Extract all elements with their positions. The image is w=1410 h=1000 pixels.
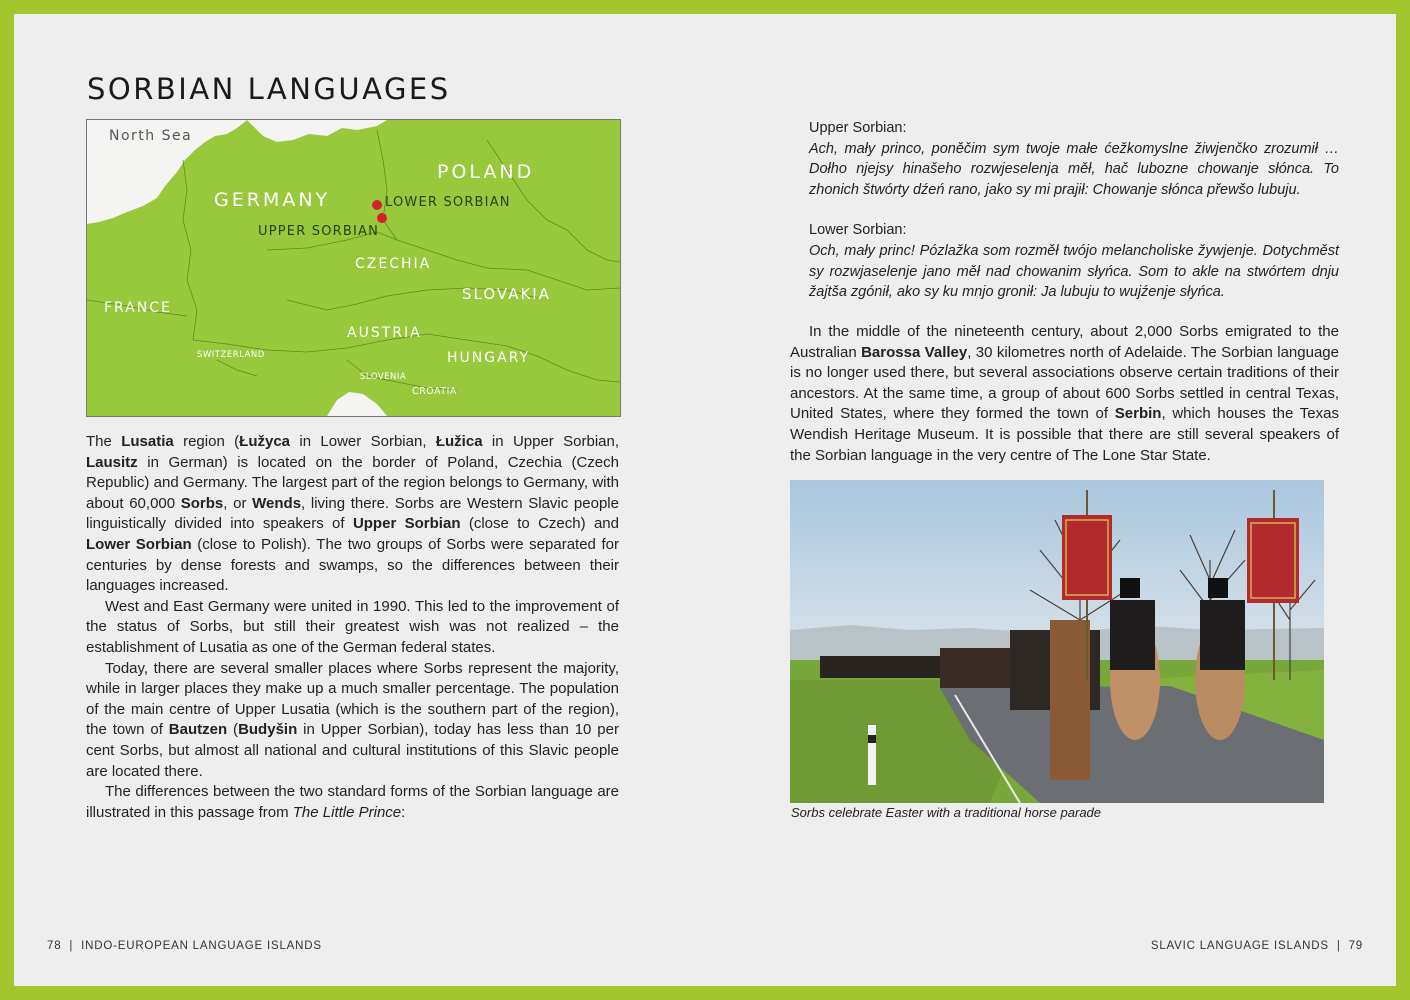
- lower-sorbian-label: Lower Sorbian:: [809, 222, 907, 239]
- language-samples: [809, 118, 1339, 303]
- photo-illustration: [790, 480, 1324, 803]
- map-figure: [86, 119, 621, 417]
- map-label-germany: GERMANY: [214, 189, 331, 211]
- paragraph-reunification: West and East Germany were united in 1990. This led to the improvement of the status of Sorbs, but still their greatest wish was not realized – the establishment of Lusatia as one of the German federal states.: [86, 597, 619, 656]
- term-luzica: Łužica: [435, 433, 483, 450]
- term-bautzen: Bautzen: [168, 721, 228, 739]
- paragraph-lusatia: The Lusatia region (Łužyca in Lower Sorbian, Łužica in Upper Sorbian, Lausitz in German) is located on the border of Poland, Czechia (Czech Republic) and Germany. The largest part of the region belongs to Germany, with about 60,000 Sorbs, or Wends, living there. Sorbs are Western Slavic people linguistically divided into speakers of Upper Sorbian (close to Czech) and Lower Sorbian (close to Polish). The two groups of Sorbs were separated for centuries by dense forests and swamps, so the differences between their languages increased.: [86, 433, 620, 595]
- paragraph-little-prince-intro: The differences between the two standard forms of the Sorbian language are illustrated in this passage from The Little Prince:: [86, 783, 619, 821]
- left-page: [14, 14, 705, 986]
- term-budysin: Budyšin: [238, 721, 298, 739]
- map-label-upper-sorbian: UPPER SORBIAN: [258, 224, 380, 239]
- map-label-austria: AUSTRIA: [347, 325, 422, 341]
- left-body-text: [86, 432, 619, 823]
- book-spread: [14, 14, 1396, 986]
- lower-sorbian-marker: [372, 200, 382, 210]
- paragraph-bautzen: Today, there are several smaller places where Sorbs represent the majority, while in larger places they make up a much smaller percentage. The population of the main centre of Upper Lusatia (which is the southern part of the region), the town of Bautzen (Budyšin in Upper Sorbian), today has less than 10 per cent Sorbs, but almost all national and cultural institutions of this Slavic people are located there.: [86, 659, 619, 780]
- footer-left: 78 | INDO-EUROPEAN LANGUAGE ISLANDS: [47, 940, 322, 952]
- map-label-switzerland: SWITZERLAND: [197, 350, 265, 360]
- photo-caption: Sorbs celebrate Easter with a traditional horse parade: [791, 805, 1102, 820]
- map-label-czechia: CZECHIA: [355, 256, 432, 272]
- term-sorbs: Sorbs: [180, 494, 224, 512]
- right-page: [705, 14, 1396, 986]
- book-title-little-prince: The Little Prince: [292, 803, 402, 821]
- term-wends: Wends: [252, 494, 302, 512]
- upper-sorbian-label: Upper Sorbian:: [809, 120, 907, 136]
- upper-sorbian-sample: Ach, mały princo, poněčim sym twoje małe ćežkomyslne žiwjenčko zrozumił … Dołho njejsy hinašeho rozwjeselenja měł, hač lubozne chowanje słónca. To zhonich štwórty dźeń rano, jako sy mi prajił: Chowanje słónca přewšo lubuju.: [809, 140, 1339, 198]
- term-lausitz: Lausitz: [86, 453, 138, 471]
- paragraph-emigration: In the middle of the nineteenth century, about 2,000 Sorbs emigrated to the Australian Barossa Valley, 30 kilometres north of Adelaide. The Sorbian language is no longer used there, but several associations observe certain traditions of their ancestors. At the same time, a group of about 600 Sorbs settled in central Texas, United States, where they formed the town of Serbin, which houses the Texas Wendish Heritage Museum. It is possible that there are still several speakers of the Sorbian language in the very centre of The Lone Star State.: [790, 323, 1339, 464]
- map-label-slovakia: SLOVAKIA: [462, 285, 551, 303]
- footer-right: SLAVIC LANGUAGE ISLANDS | 79: [1150, 940, 1363, 952]
- term-upper-sorbian: Upper Sorbian: [352, 515, 461, 533]
- page-title: SORBIAN LANGUAGES: [87, 72, 451, 106]
- map-label-poland: POLAND: [437, 161, 535, 183]
- term-serbin: Serbin: [1114, 405, 1162, 423]
- map-label-hungary: HUNGARY: [447, 350, 531, 366]
- map-label-north-sea: North Sea: [109, 128, 193, 144]
- map-label-lower-sorbian: LOWER SORBIAN: [385, 195, 511, 210]
- map-label-slovenia: SLOVENIA: [360, 372, 407, 382]
- central-europe-map: [87, 120, 620, 416]
- upper-sorbian-marker: [377, 213, 387, 223]
- term-barossa-valley: Barossa Valley: [861, 343, 968, 361]
- lower-sorbian-sample: Och, mały princ! Pózlažka som rozměł twójo melancholiske žywjenje. Dotychměst sy rozwjaselenje jano měł nad chowanim słyńca. Som to akle na stwórtem dnju žajtša zgónił, ako sy ku mnjo gronił: Ja lubuju to wujźenje słyńca.: [809, 242, 1339, 301]
- term-luzyca: Łužyca: [239, 433, 291, 450]
- map-label-croatia: CROATIA: [412, 386, 457, 397]
- term-lusatia: Lusatia: [121, 433, 174, 450]
- easter-parade-photo: [790, 480, 1324, 803]
- right-body-text: [790, 322, 1339, 466]
- term-lower-sorbian: Lower Sorbian: [86, 535, 192, 553]
- map-label-france: FRANCE: [104, 300, 172, 316]
